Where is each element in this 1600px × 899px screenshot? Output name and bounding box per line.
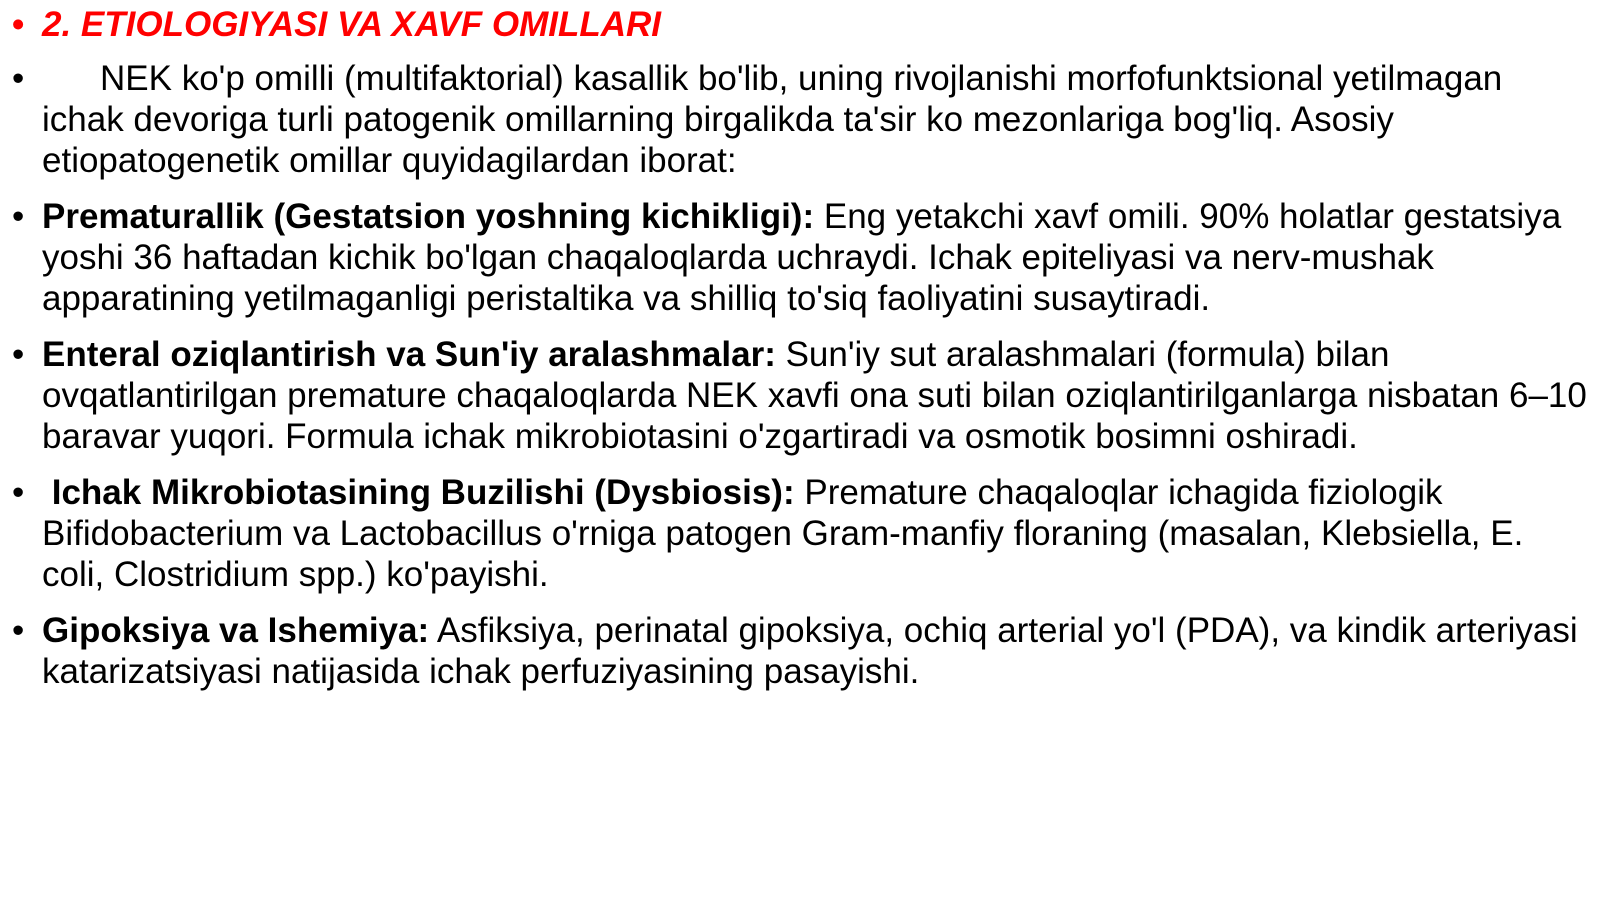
bullet-dot-icon: • — [12, 611, 25, 650]
item-text: Premature chaqaloqlar ichagida fiziologik Bifidobacterium va Lactobacillus o'rniga patogen Gram-manfiy floraning (masalan, Klebsiella, E. coli, Clostridium spp.) ko'payishi. — [42, 473, 1524, 594]
bullet-dot-icon: • — [12, 197, 25, 236]
bullet-list — [12, 4, 1587, 707]
item-term: Gipoksiya va Ishemiya: — [42, 611, 430, 650]
list-item — [12, 334, 1587, 457]
list-item — [12, 610, 1587, 692]
slide-title-text: 2. ETIOLOGIYASI VA XAVF OMILLARI — [42, 5, 662, 44]
item-term: Ichak Mikrobiotasining Buzilishi (Dysbiosis): — [42, 473, 795, 512]
bullet-dot-icon: • — [12, 59, 25, 98]
bullet-dot-icon: • — [12, 5, 25, 44]
intro-text: NEK ko'p omilli (multifaktorial) kasallik bo'lib, uning rivojlanishi morfofunktsional yetilmagan ichak devoriga turli patogenik omillarning birgalikda ta'sir ko mezonlariga bog'liq. Asosiy etiopatogenetik omillar quyidagilardan iborat: — [42, 59, 1503, 180]
list-item — [12, 196, 1587, 319]
bullet-dot-icon: • — [12, 473, 25, 512]
item-term: Prematurallik (Gestatsion yoshning kichikligi): — [42, 197, 815, 236]
slide-title — [12, 4, 1587, 45]
item-term: Enteral oziqlantirish va Sun'iy aralashmalar: — [42, 335, 776, 374]
item-text: Sun'iy sut aralashmalari (formula) bilan ovqatlantirilgan premature chaqaloqlarda NEK xavfi ona suti bilan oziqlantirilganlarga nisbatan 6–10 baravar yuqori. Formula ichak mikrobiotasini o'zgartiradi va osmotik bosimni oshiradi. — [42, 335, 1587, 456]
intro-paragraph — [12, 58, 1587, 181]
bullet-dot-icon: • — [12, 335, 25, 374]
item-text: Eng yetakchi xavf omili. 90% holatlar gestatsiya yoshi 36 haftadan kichik bo'lgan chaqaloqlarda uchraydi. Ichak epiteliyasi va nerv-mushak apparatining yetilmaganligi peristaltika va shilliq to'siq faoliyatini susaytiradi. — [42, 197, 1562, 318]
item-text: Asfiksiya, perinatal gipoksiya, ochiq arterial yo'l (PDA), va kindik arteriyasi katarizatsiyasi natijasida ichak perfuziyasining pasayishi. — [42, 611, 1578, 691]
list-item — [12, 472, 1587, 595]
